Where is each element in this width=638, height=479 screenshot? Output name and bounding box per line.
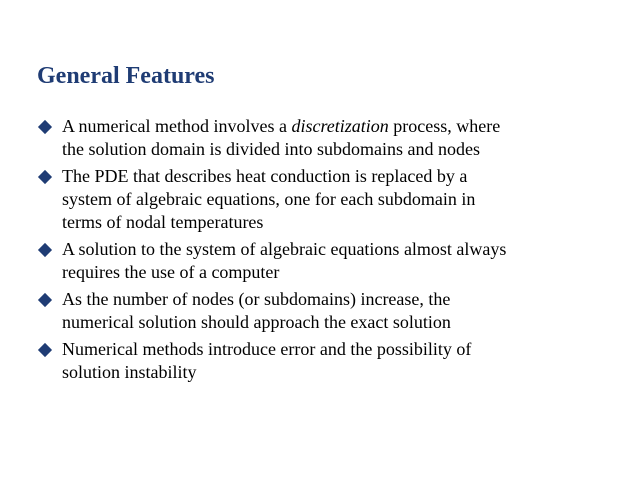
diamond-bullet-icon	[38, 120, 52, 134]
bullet-line: The PDE that describes heat conduction is replaced by a	[62, 166, 468, 186]
diamond-bullet-icon	[38, 170, 52, 184]
bullet-line: As the number of nodes (or subdomains) increase, the	[62, 289, 451, 309]
bullet-line: the solution domain is divided into subdomains and nodes	[62, 139, 480, 159]
bullet-list	[37, 115, 607, 388]
bullet-item	[37, 338, 607, 384]
bullet-text-segment: process, where	[388, 116, 501, 136]
bullet-text-segment: A numerical method involves a	[62, 116, 292, 136]
bullet-line: Numerical methods introduce error and the possibility of	[62, 339, 472, 359]
emphasized-term: discretization	[291, 116, 389, 136]
diamond-bullet-icon	[38, 293, 52, 307]
diamond-bullet-icon	[38, 243, 52, 257]
bullet-item	[37, 115, 607, 161]
bullet-line	[62, 115, 607, 138]
bullet-text	[62, 165, 607, 234]
bullet-line: numerical solution should approach the exact solution	[62, 312, 451, 332]
bullet-item	[37, 165, 607, 234]
bullet-line: requires the use of a computer	[62, 262, 280, 282]
bullet-text	[62, 115, 607, 161]
bullet-item	[37, 288, 607, 334]
bullet-line: system of algebraic equations, one for each subdomain in	[62, 189, 476, 209]
bullet-item	[37, 238, 607, 284]
bullet-line: terms of nodal temperatures	[62, 212, 264, 232]
bullet-line: A solution to the system of algebraic equations almost always	[62, 239, 507, 259]
bullet-text	[62, 338, 607, 384]
diamond-bullet-icon	[38, 343, 52, 357]
bullet-text	[62, 238, 607, 284]
bullet-text	[62, 288, 607, 334]
bullet-line: solution instability	[62, 362, 197, 382]
slide-title: General Features	[37, 63, 215, 89]
